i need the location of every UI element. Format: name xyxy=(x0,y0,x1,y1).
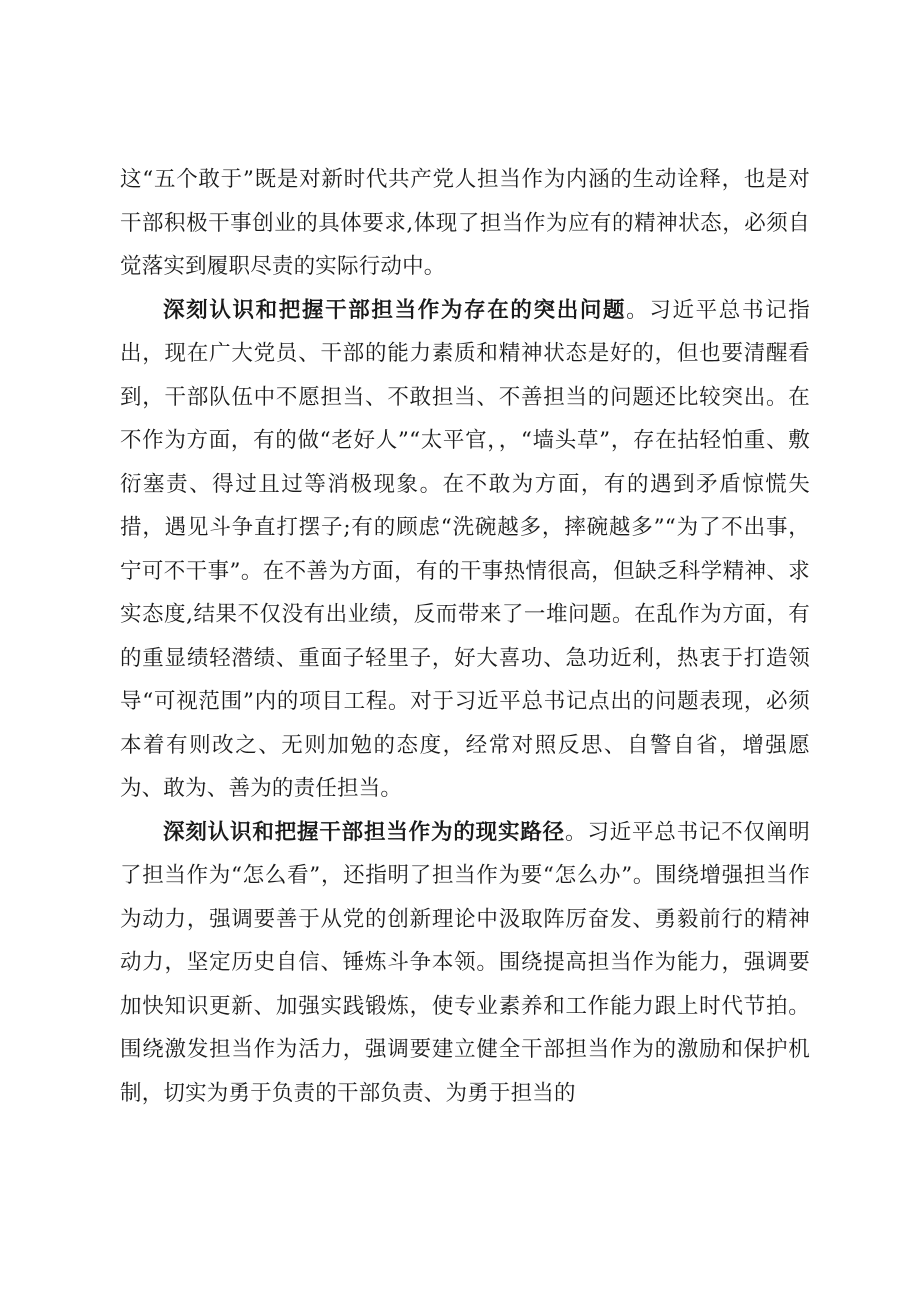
paragraph-1-body: 这“五个敢于”既是对新时代共产党人担当作为内涵的生动诠释，也是对干部积极干事创业的具体要求,体现了担当作为应有的精神状态，必须自觉落实到履职尽责的实际行动中。 xyxy=(120,167,810,279)
paragraph-1 xyxy=(120,158,810,289)
paragraph-2-heading: 深刻认识和把握干部担当作为存在的突出问题 xyxy=(163,297,627,323)
paragraph-3-heading: 深刻认识和把握干部担当作为的现实路径 xyxy=(163,819,565,845)
paragraph-3-body: 。习近平总书记不仅阐明了担当作为“怎么看”，还指明了担当作为要“怎么办”。围绕增强担当作为动力，强调要善于从党的创新理论中汲取阵厉奋发、勇毅前行的精神动力，坚定历史自信、锤炼斗争本领。围绕提高担当作为能力，强调要加快知识更新、加强实践锻炼，使专业素养和工作能力跟上时代节拍。围绕激发担当作为活力，强调要建立健全干部担当作为的激励和保护机制，切实为勇于负责的干部负责、为勇于担当的 xyxy=(120,819,811,1106)
paragraph-2 xyxy=(120,289,810,811)
paragraph-2-body: 。习近平总书记指出，现在广大党员、干部的能力素质和精神状态是好的，但也要清醒看到，干部队伍中不愿担当、不敢担当、不善担当的问题还比较突出。在不作为方面，有的做“老好人”“太平官，，“墙头草”，存在拈轻怕重、敷衍塞责、得过且过等消极现象。在不敢为方面，有的遇到矛盾惊慌失措，遇见斗争直打摆子;有的顾虑“洗碗越多，摔碗越多”“为了不出事，宁可不干事”。在不善为方面，有的干事热情很高，但缺乏科学精神、求实态度,结果不仅没有出业绩，反而带来了一堆问题。在乱作为方面，有的重显绩轻潜绩、重面子轻里子，好大喜功、急功近利，热衷于打造领导“可视范围”内的项目工程。对于习近平总书记点出的问题表现，必须本着有则改之、无则加勉的态度，经常对照反思、自警自省，增强愿为、敢为、善为的责任担当。 xyxy=(120,297,810,801)
document-page xyxy=(120,158,810,1115)
paragraph-3 xyxy=(120,811,810,1116)
